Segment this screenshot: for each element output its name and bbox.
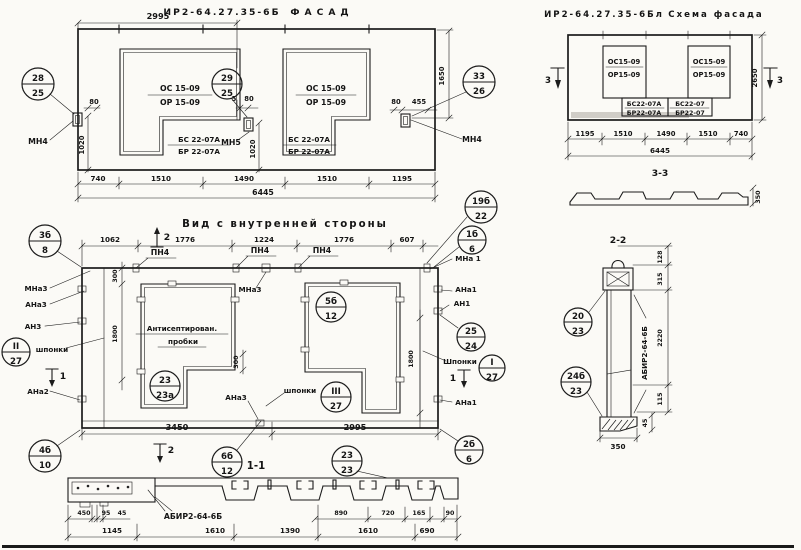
- schema-dim-1195: 1195: [575, 130, 595, 138]
- opening-label-os-left: ОС 15-09: [159, 84, 201, 93]
- dim-1510a: 1510: [150, 174, 172, 183]
- callout-bottom: 26: [473, 87, 485, 97]
- dim-455: 455: [411, 98, 427, 106]
- callout-top: 3б: [39, 231, 51, 241]
- dim-1020-mid: 1020: [249, 139, 257, 159]
- label-ana3-mid: АНа3: [225, 393, 247, 402]
- facade-labels: [28, 7, 482, 197]
- label-ana3-left: АНа3: [25, 300, 47, 309]
- facade-leaders: [50, 92, 466, 140]
- label-shponki-right: Шпонки: [443, 357, 477, 366]
- scan-edge-line: [2, 545, 794, 548]
- callout-bottom: 6: [466, 455, 472, 465]
- schema-br2: БР22-07: [675, 110, 705, 117]
- dim-607: 607: [399, 235, 415, 244]
- dim-5: 5: [231, 95, 237, 103]
- schema-br1: БР22-07А: [626, 110, 662, 117]
- dim-45: 45: [117, 510, 127, 517]
- section-mark-2-top: 2: [163, 232, 171, 243]
- dim-300-left: 300: [112, 269, 119, 283]
- schema-bs1: БС22-07А: [626, 101, 662, 108]
- schema-dim-1490: 1490: [656, 130, 676, 138]
- dim-1510b: 1510: [316, 174, 338, 183]
- section-mark-1-left: 1: [59, 371, 67, 382]
- callout-top: 19б: [472, 197, 490, 207]
- dim-80-left: 80: [89, 98, 99, 106]
- callout-29-25: [212, 69, 242, 99]
- dim-2995: 2995: [146, 11, 170, 21]
- callout-top: 33: [473, 72, 485, 82]
- callout-bottom: 23: [570, 387, 582, 397]
- dim-690: 690: [419, 526, 435, 535]
- dim-350-schema: 350: [755, 190, 762, 204]
- label-pn4-b: ПН4: [250, 246, 270, 255]
- label-mna1-right: МНа 1: [455, 254, 481, 263]
- anchor-label-mn5: МН5: [221, 138, 241, 147]
- callout-4b-10: [29, 440, 61, 472]
- label-an3-left: АН3: [24, 322, 42, 331]
- callout-bottom: 22: [475, 212, 487, 222]
- facade-title-word: ФАСАД: [290, 7, 354, 18]
- sill-label-br-right: БР 22-07А: [288, 147, 330, 156]
- schema-os-left: ОС15-09: [607, 58, 641, 66]
- schema-dim-6445: 6445: [649, 146, 671, 155]
- callout-top: III: [331, 387, 341, 397]
- dim-95: 95: [101, 510, 111, 517]
- callout-top: 4б: [39, 446, 51, 456]
- label-pn4-c: ПН4: [312, 246, 332, 255]
- label-ana1-right: АНа1: [455, 285, 477, 294]
- callout-28-25: [22, 68, 54, 100]
- dim-450: 450: [77, 510, 91, 517]
- section-3-3-title: 3-3: [651, 168, 669, 179]
- callout-6b-12: [212, 447, 242, 477]
- schema-labels: [544, 10, 783, 204]
- schema-or-right: ОР15-09: [692, 71, 726, 79]
- dim-165: 165: [412, 510, 426, 517]
- dim-90: 90: [445, 510, 455, 517]
- callout-bottom: 8: [42, 246, 48, 256]
- note-antiseptic-line2: пробки: [168, 337, 198, 346]
- schema-dim-740: 740: [733, 130, 749, 138]
- opening-label-or-right: ОР 15-09: [306, 98, 346, 107]
- dim-45-sec22: 45: [642, 418, 649, 428]
- callout-2b-6: [455, 436, 483, 465]
- callout-top: I: [490, 358, 494, 368]
- callout-3b-8: [29, 225, 61, 257]
- label-mna3-left: МНа3: [24, 284, 48, 293]
- opening-label-os-right: ОС 15-09: [305, 84, 347, 93]
- callout-bottom: 25: [32, 89, 44, 99]
- callout-I-27: [479, 355, 505, 383]
- dim-300-mid: 300: [233, 355, 240, 369]
- section-1-1-labels: [77, 510, 455, 535]
- callout-1b-6: [458, 226, 486, 255]
- schema-dim-1510a: 1510: [613, 130, 633, 138]
- panel-mark-label: АБИР2-64-6Б: [163, 512, 223, 521]
- dim-2650: 2650: [751, 68, 759, 88]
- inner-view-title: Вид с внутренней стороны: [182, 219, 388, 230]
- callout-bottom: 25: [221, 89, 233, 99]
- anchor-label-mn4-left: МН4: [28, 137, 48, 146]
- dim-2995-inner: 2995: [343, 422, 367, 432]
- dim-1390: 1390: [279, 526, 301, 535]
- label-shponki-left: шпонки: [35, 345, 69, 354]
- dim-1610b: 1610: [357, 526, 379, 535]
- schema-title-code: ИР2-64.27.35-6Бл: [544, 10, 664, 20]
- callout-top: 23: [341, 451, 353, 461]
- callout-bottom: 27: [486, 373, 498, 383]
- dim-1800-left: 1800: [112, 325, 119, 343]
- dim-890: 890: [334, 510, 348, 517]
- dim-1224: 1224: [253, 235, 275, 244]
- section-1-1-title: 1-1: [246, 461, 266, 472]
- callout-bottom: 23: [572, 327, 584, 337]
- dim-1062: 1062: [99, 235, 121, 244]
- note-antiseptic-line1: Антисептирован.: [146, 324, 218, 333]
- callout-bottom: 27: [10, 357, 22, 367]
- dim-115: 115: [657, 392, 664, 406]
- schema-dim-1510b: 1510: [698, 130, 718, 138]
- callout-bottom: 27: [330, 402, 342, 412]
- section-2-2-leaders: [587, 291, 605, 416]
- callout-23-23a: [150, 371, 180, 401]
- schema-linework: [551, 31, 777, 207]
- dim-1800-right: 1800: [408, 350, 415, 368]
- dim-720: 720: [381, 510, 395, 517]
- dim-80-right: 80: [391, 98, 401, 106]
- callout-top: 5б: [325, 297, 337, 307]
- callout-bottom: 12: [325, 312, 337, 322]
- dim-1610a: 1610: [204, 526, 226, 535]
- section-2-2-title: 2-2: [609, 235, 627, 246]
- schema-or-left: ОР15-09: [607, 71, 641, 79]
- section-mark-3-left: 3: [545, 76, 551, 86]
- dim-128: 128: [657, 250, 664, 264]
- dim-2220: 2220: [657, 329, 664, 347]
- dim-1020-left: 1020: [78, 135, 86, 155]
- sill-label-bs-right: БС 22-07А: [288, 135, 330, 144]
- callout-5b-12: [316, 292, 346, 322]
- dim-1195: 1195: [391, 174, 413, 183]
- callout-23-23: [332, 446, 362, 476]
- callout-top: II: [12, 342, 20, 352]
- label-mna3-mid: МНа3: [238, 285, 262, 294]
- callout-II-27: [2, 338, 30, 367]
- callout-top: 28: [32, 74, 44, 84]
- dim-3450: 3450: [165, 422, 189, 432]
- section-mark-3-right: 3: [777, 76, 783, 86]
- callout-bottom: 12: [221, 467, 233, 477]
- callout-20-23: [564, 308, 592, 337]
- label-shponki-mid: шпонки: [283, 386, 317, 395]
- label-an1-right: АН1: [453, 299, 471, 308]
- callout-bottom: 23: [341, 466, 353, 476]
- dim-1490: 1490: [233, 174, 255, 183]
- callout-19b-22: [465, 191, 497, 223]
- schema-title-word: Схема фасада: [668, 10, 764, 20]
- callout-top: 23: [159, 376, 171, 386]
- dim-1776a: 1776: [174, 235, 196, 244]
- panel-mark-label-vertical: АБИР2-64-6Б: [640, 326, 649, 380]
- callout-III-27: [321, 382, 351, 412]
- label-ana1b-right: АНа1: [455, 398, 477, 407]
- callout-bottom: 6: [469, 245, 475, 255]
- facade-title-code: ИР2-64.27.35-6Б: [163, 7, 281, 18]
- dim-6445-facade: 6445: [252, 188, 274, 197]
- anchor-label-mn4-right: МН4: [462, 135, 482, 144]
- dim-80-mid: 80: [244, 95, 254, 103]
- dim-740: 740: [90, 174, 106, 183]
- callout-33-26: [463, 66, 495, 98]
- dim-1650: 1650: [438, 66, 446, 86]
- opening-label-or-left: ОР 15-09: [160, 98, 200, 107]
- dim-1776b: 1776: [333, 235, 355, 244]
- sill-label-br-left: БР 22-07А: [178, 147, 220, 156]
- callout-25-24: [457, 323, 485, 352]
- section-mark-1-right: 1: [449, 373, 457, 384]
- schema-os-right: ОС15-09: [692, 58, 726, 66]
- callout-top: 20: [572, 312, 584, 322]
- callout-top: 1б: [466, 230, 478, 240]
- callout-top: 6б: [221, 452, 233, 462]
- callout-top: 2б: [463, 440, 475, 450]
- callout-top: 24б: [567, 372, 585, 382]
- label-ana2-left: АНа2: [27, 387, 49, 396]
- callout-bottom: 24: [465, 342, 477, 352]
- section-mark-2-bottom: 2: [167, 445, 175, 456]
- schema-bs2: БС22-07: [675, 101, 705, 108]
- dim-350-sec22: 350: [610, 442, 626, 451]
- callout-top: 29: [221, 74, 233, 84]
- dim-1145: 1145: [101, 526, 123, 535]
- callout-bottom: 10: [39, 461, 51, 471]
- callout-bottom: 23а: [156, 391, 174, 401]
- inner-view-linework: [46, 227, 470, 463]
- label-pn4-a: ПН4: [150, 248, 170, 257]
- dim-315: 315: [657, 272, 664, 286]
- sill-label-bs-left: БС 22-07А: [178, 135, 220, 144]
- callout-top: 25: [465, 327, 477, 337]
- callout-24b-23: [561, 367, 591, 397]
